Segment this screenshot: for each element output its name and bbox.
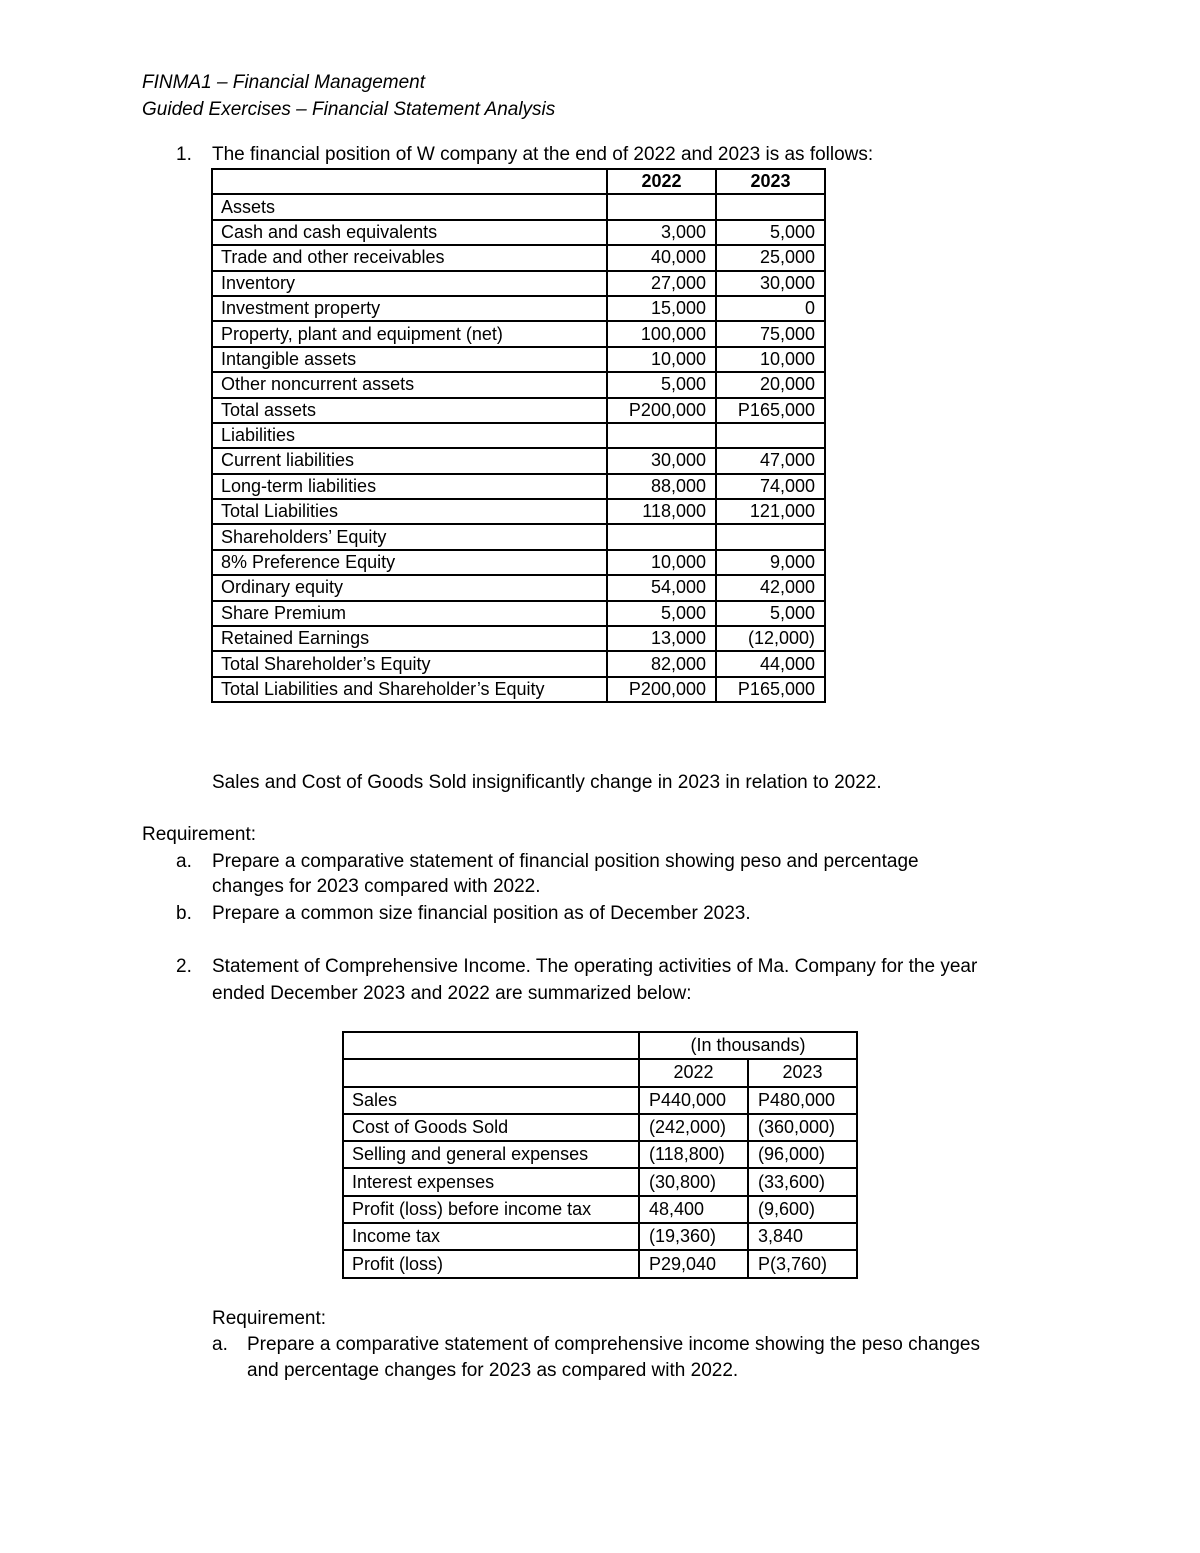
row-label: Cost of Goods Sold (343, 1114, 639, 1141)
row-label: Trade and other receivables (212, 245, 607, 270)
value-2023: 9,000 (716, 550, 825, 575)
value-2023: (96,000) (748, 1141, 857, 1168)
table-row (212, 626, 825, 651)
exercise-title: Guided Exercises – Financial Statement Analysis (142, 99, 556, 120)
row-label: Other noncurrent assets (212, 372, 607, 397)
value-2023: (33,600) (748, 1168, 857, 1195)
row-label: Investment property (212, 296, 607, 321)
table-row (343, 1250, 857, 1277)
question-2-intro-line-1: Statement of Comprehensive Income. The operating activities of Ma. Company for the year (212, 956, 978, 977)
req-a-marker: a. (176, 851, 192, 872)
table-unit-row (343, 1032, 857, 1059)
value-2022 (607, 194, 716, 219)
value-2022: 88,000 (607, 474, 716, 499)
value-2023: 10,000 (716, 347, 825, 372)
table-row (343, 1168, 857, 1195)
value-2022: (30,800) (639, 1168, 748, 1195)
value-2022: 3,000 (607, 220, 716, 245)
value-2023: (360,000) (748, 1114, 857, 1141)
q2-req-a-marker: a. (212, 1334, 228, 1355)
value-2023: 3,840 (748, 1223, 857, 1250)
value-2023: 0 (716, 296, 825, 321)
header-2023: 2023 (748, 1059, 857, 1086)
header-blank-cell (212, 169, 607, 194)
unit-header: (In thousands) (639, 1032, 857, 1059)
table-row (212, 601, 825, 626)
table-row (343, 1141, 857, 1168)
value-2022: 10,000 (607, 550, 716, 575)
row-label: Total Liabilities and Shareholder’s Equity (212, 677, 607, 702)
question-1-intro: The financial position of W company at the end of 2022 and 2023 is as follows: (212, 144, 874, 165)
requirement-heading-1: Requirement: (142, 824, 257, 845)
value-2023: 5,000 (716, 601, 825, 626)
table-row (212, 423, 825, 448)
req-a-line-2: changes for 2023 compared with 2022. (212, 876, 541, 897)
table-row (343, 1087, 857, 1114)
row-label: Profit (loss) (343, 1250, 639, 1277)
table-row (212, 398, 825, 423)
table-row (212, 448, 825, 473)
value-2023: 47,000 (716, 448, 825, 473)
row-label: Share Premium (212, 601, 607, 626)
table-row (343, 1114, 857, 1141)
value-2022: (19,360) (639, 1223, 748, 1250)
header-2023: 2023 (716, 169, 825, 194)
value-2022: 15,000 (607, 296, 716, 321)
table-header-row (212, 169, 825, 194)
row-label: Assets (212, 194, 607, 219)
value-2023: 44,000 (716, 651, 825, 676)
value-2022: (242,000) (639, 1114, 748, 1141)
row-label: Sales (343, 1087, 639, 1114)
req-b-text: Prepare a common size financial position as of December 2023. (212, 903, 751, 924)
row-label: Current liabilities (212, 448, 607, 473)
table-row (212, 194, 825, 219)
value-2023 (716, 423, 825, 448)
value-2023: 5,000 (716, 220, 825, 245)
value-2023: (12,000) (716, 626, 825, 651)
value-2022: P200,000 (607, 398, 716, 423)
header-2022: 2022 (639, 1059, 748, 1086)
value-2022: P200,000 (607, 677, 716, 702)
value-2022: P440,000 (639, 1087, 748, 1114)
question-1-number: 1. (176, 144, 192, 165)
row-label: Total Shareholder’s Equity (212, 651, 607, 676)
value-2022: P29,040 (639, 1250, 748, 1277)
q2-req-a-line-2: and percentage changes for 2023 as compared with 2022. (247, 1360, 739, 1381)
table-row (212, 245, 825, 270)
value-2023: P(3,760) (748, 1250, 857, 1277)
value-2022: 40,000 (607, 245, 716, 270)
row-label: Ordinary equity (212, 575, 607, 600)
table-row (212, 499, 825, 524)
value-2023: 42,000 (716, 575, 825, 600)
value-2023: P480,000 (748, 1087, 857, 1114)
value-2022 (607, 524, 716, 549)
financial-position-table (211, 168, 826, 703)
table-row (212, 220, 825, 245)
table-row (343, 1196, 857, 1223)
header-2022: 2022 (607, 169, 716, 194)
table-row (212, 321, 825, 346)
question-2-number: 2. (176, 956, 192, 977)
value-2023 (716, 524, 825, 549)
value-2022: 54,000 (607, 575, 716, 600)
value-2022: 27,000 (607, 271, 716, 296)
row-label: Interest expenses (343, 1168, 639, 1195)
table-row (212, 474, 825, 499)
value-2022: 118,000 (607, 499, 716, 524)
value-2022: 100,000 (607, 321, 716, 346)
value-2022: 5,000 (607, 601, 716, 626)
value-2022: 82,000 (607, 651, 716, 676)
table-row (212, 550, 825, 575)
req-b-marker: b. (176, 903, 192, 924)
value-2023: 30,000 (716, 271, 825, 296)
table-row (212, 347, 825, 372)
q2-req-a-line-1: Prepare a comparative statement of comprehensive income showing the peso changes (247, 1334, 980, 1355)
value-2023: P165,000 (716, 398, 825, 423)
req-a-line-1: Prepare a comparative statement of financial position showing peso and percentage (212, 851, 919, 872)
table-row (212, 372, 825, 397)
table-row (212, 271, 825, 296)
row-label: Liabilities (212, 423, 607, 448)
value-2022: 13,000 (607, 626, 716, 651)
value-2023: 75,000 (716, 321, 825, 346)
row-label: Long-term liabilities (212, 474, 607, 499)
row-label: Intangible assets (212, 347, 607, 372)
row-label: Profit (loss) before income tax (343, 1196, 639, 1223)
requirement-heading-2: Requirement: (212, 1308, 327, 1329)
value-2023: 121,000 (716, 499, 825, 524)
comprehensive-income-table (342, 1031, 858, 1279)
value-2022 (607, 423, 716, 448)
question-2-intro-line-2: ended December 2023 and 2022 are summarized below: (212, 983, 692, 1004)
value-2023: (9,600) (748, 1196, 857, 1223)
table-row (212, 677, 825, 702)
row-label: Cash and cash equivalents (212, 220, 607, 245)
header-blank-cell (343, 1059, 639, 1086)
table-header-row (343, 1059, 857, 1086)
value-2023 (716, 194, 825, 219)
row-label: Retained Earnings (212, 626, 607, 651)
table-row (212, 524, 825, 549)
value-2023: 20,000 (716, 372, 825, 397)
row-label: Shareholders’ Equity (212, 524, 607, 549)
value-2022: 48,400 (639, 1196, 748, 1223)
value-2023: 25,000 (716, 245, 825, 270)
row-label: Income tax (343, 1223, 639, 1250)
table-row (212, 575, 825, 600)
row-label: Total Liabilities (212, 499, 607, 524)
sales-note: Sales and Cost of Goods Sold insignificantly change in 2023 in relation to 2022. (212, 772, 882, 793)
row-label: Property, plant and equipment (net) (212, 321, 607, 346)
row-label: Total assets (212, 398, 607, 423)
unit-blank-cell (343, 1032, 639, 1059)
value-2022: 30,000 (607, 448, 716, 473)
value-2023: P165,000 (716, 677, 825, 702)
row-label: 8% Preference Equity (212, 550, 607, 575)
table-row (212, 296, 825, 321)
table-row (343, 1223, 857, 1250)
table-row (212, 651, 825, 676)
value-2022: (118,800) (639, 1141, 748, 1168)
row-label: Inventory (212, 271, 607, 296)
course-title: FINMA1 – Financial Management (142, 72, 426, 93)
row-label: Selling and general expenses (343, 1141, 639, 1168)
value-2022: 5,000 (607, 372, 716, 397)
value-2022: 10,000 (607, 347, 716, 372)
value-2023: 74,000 (716, 474, 825, 499)
